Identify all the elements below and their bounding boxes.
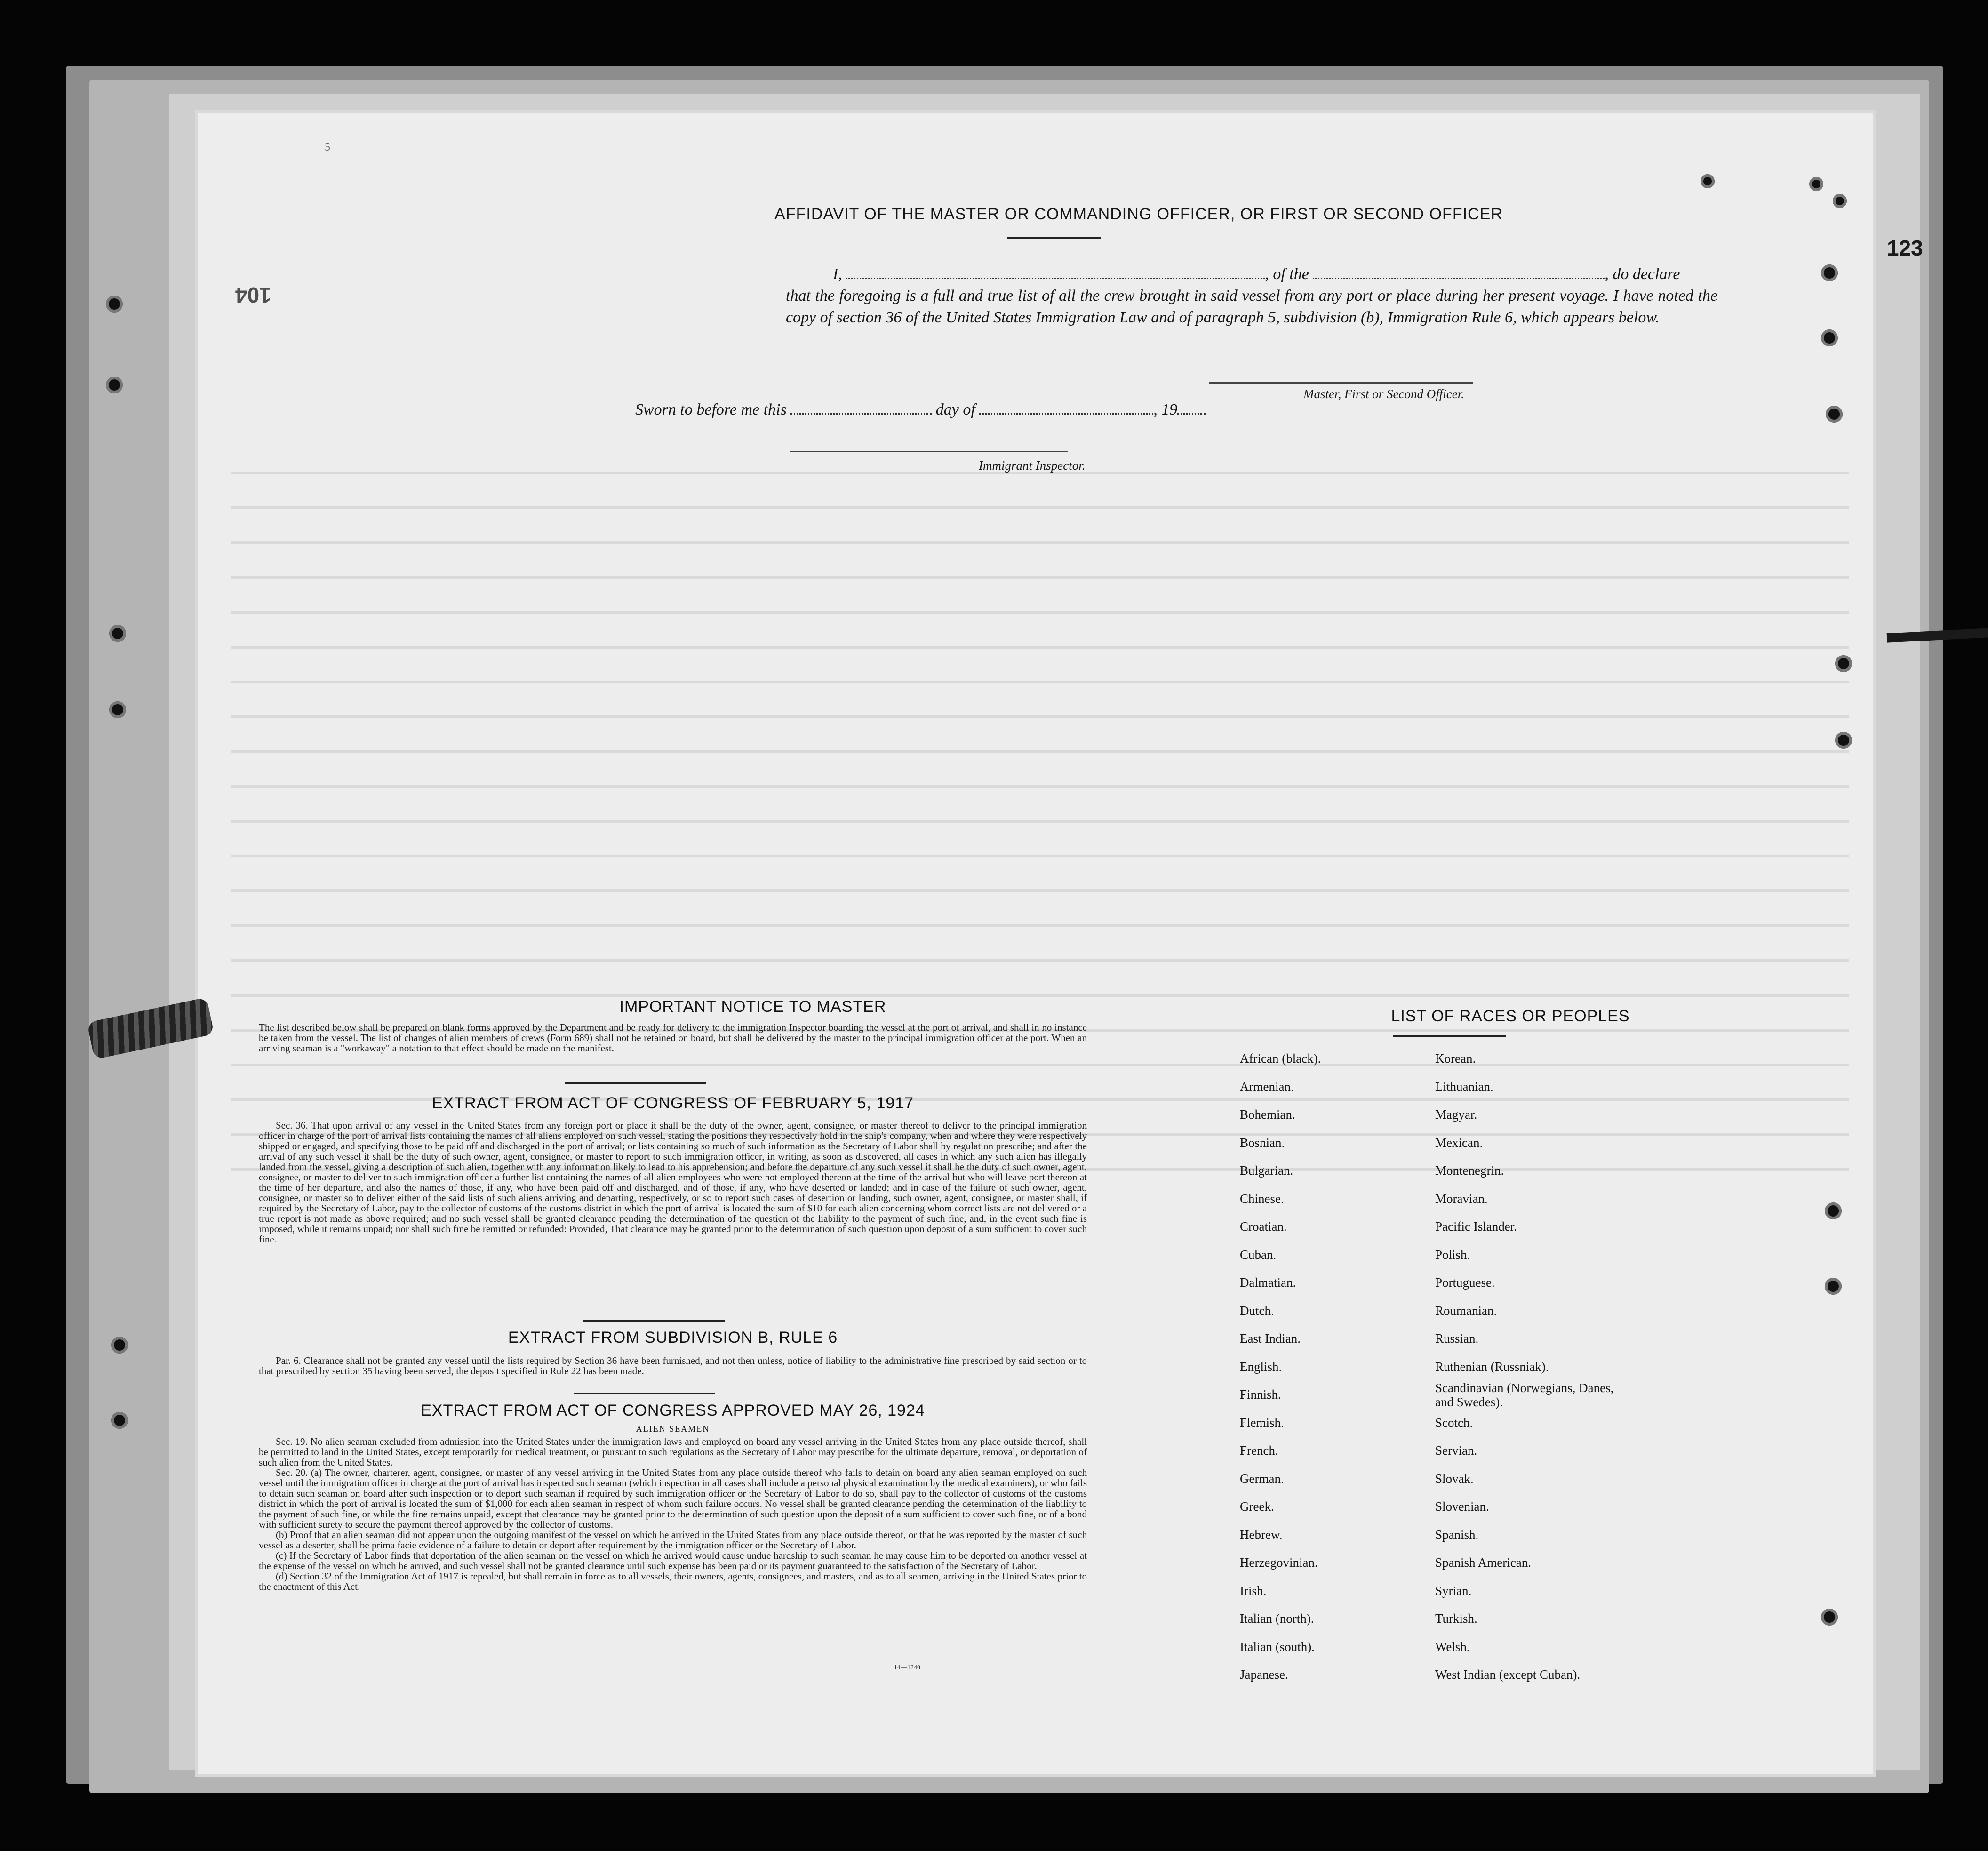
race-item: Dalmatian. xyxy=(1240,1275,1296,1290)
race-item: Korean. xyxy=(1435,1051,1476,1066)
race-item: Italian (north). xyxy=(1240,1611,1314,1626)
stamp-number-right: 123 xyxy=(1887,236,1923,260)
extract-1917-title: EXTRACT FROM ACT OF CONGRESS OF FEBRUARY 5, 1917 xyxy=(431,1094,914,1112)
affidavit-body xyxy=(786,264,1717,329)
punch-hole xyxy=(109,701,126,718)
form-code: 14—1240 xyxy=(894,1664,920,1671)
race-item: Bosnian. xyxy=(1240,1135,1285,1150)
punch-hole xyxy=(1821,1609,1838,1626)
race-item: Lithuanian. xyxy=(1435,1079,1493,1094)
race-item: Flemish. xyxy=(1240,1415,1284,1430)
race-item: Greek. xyxy=(1240,1499,1274,1514)
title-rule xyxy=(1007,237,1101,239)
race-item: Scotch. xyxy=(1435,1415,1473,1430)
vessel-name-field[interactable] xyxy=(1313,265,1605,279)
stamp-number-left: 104 xyxy=(235,283,271,307)
race-item: Armenian. xyxy=(1240,1079,1294,1094)
punch-hole xyxy=(1821,329,1838,346)
race-item: French. xyxy=(1240,1443,1278,1458)
race-item: Portuguese. xyxy=(1435,1275,1495,1290)
race-item: English. xyxy=(1240,1359,1282,1374)
punch-hole xyxy=(1701,174,1715,188)
extract-1924-subtitle: ALIEN SEAMEN xyxy=(636,1424,710,1434)
punch-hole xyxy=(106,296,123,313)
race-item: Russian. xyxy=(1435,1331,1479,1346)
races-left-column xyxy=(1240,1045,1321,1689)
punch-hole xyxy=(1809,177,1823,191)
affidavit-statement: that the foregoing is a full and true list of all the crew brought in said vessel from any port or place during her present voyage. I have noted the copy of section 36 of the United States Immigration Law and of paragraph 5, subdivision (b), Immigration Rule 6, which appears below. xyxy=(786,287,1717,326)
race-item: Spanish American. xyxy=(1435,1555,1531,1570)
race-item: Syrian. xyxy=(1435,1583,1472,1598)
race-item: Japanese. xyxy=(1240,1667,1288,1682)
extract-1924-title: EXTRACT FROM ACT OF CONGRESS APPROVED MAY 26, 1924 xyxy=(421,1402,925,1419)
section-rule xyxy=(574,1393,715,1394)
race-item: Moravian. xyxy=(1435,1191,1488,1206)
signature-line[interactable] xyxy=(1209,382,1473,384)
inspector-label: Immigrant Inspector. xyxy=(979,458,1086,473)
race-item: Hebrew. xyxy=(1240,1527,1283,1542)
punch-hole xyxy=(1821,264,1838,281)
race-item: Slovenian. xyxy=(1435,1499,1489,1514)
race-item: Irish. xyxy=(1240,1583,1267,1598)
race-item: African (black). xyxy=(1240,1051,1321,1066)
punch-hole xyxy=(111,1412,128,1429)
race-item: Dutch. xyxy=(1240,1303,1274,1318)
extract-1917-text: Sec. 36. That upon arrival of any vessel in the United States from any foreign port or place it shall be the duty of the owner, agent, consignee, or master thereof to deliver to the principal immigration officer in charge of the port of arrival lists containing the names of all aliens employed on such vessel, stating the positions they respectively hold in the ship's company, when and where they were respectively shipped or engaged, and specifying those to be paid off and discharged in the port of arrival; or lists containing so much of such information as the Secretary of Labor shall by regulation prescribe; and after the arrival of any such vessel it shall be the duty of such owner, agent, consignee, or master to report to such immigration officer, in writing, as soon as discovered, all cases in which any such alien has illegally landed from the vessel, giving a description of such alien, together with any information likely to lead to his apprehension; and before the departure of any such vessel it shall be the duty of such owner, agent, consignee, or master to deliver to such immigration officer a further list containing the names of all alien employees who were not employed thereon at the time of the arrival but who will leave port thereon at the time of her departure, and also the names of those, if any, who have been paid off and discharged, and of those, if any, who have deserted or landed; and in case of the failure of such owner, agent, consignee, or master so to deliver either of the said lists of such aliens arriving and departing, respectively, or so to report such cases of desertion or landing, such owner, agent, consignee, or master shall, if required by the Secretary of Labor, pay to the collector of customs of the customs district in which the port of arrival is located the sum of $10 for each alien concerning whom correct lists are not delivered or a true report is not made as above required; and no such vessel shall be granted clearance pending the determination of the question of the liability to the payment of such fine, and, in the event such fine is imposed, while it remains unpaid; nor shall such fine be remitted or refunded: Provided, That clearance may be granted prior to the determination of such question upon deposit of a sum sufficient to cover such fine. xyxy=(259,1120,1087,1245)
punch-hole xyxy=(1826,406,1843,423)
race-item: Magyar. xyxy=(1435,1107,1477,1122)
race-item: Croatian. xyxy=(1240,1219,1287,1234)
signature-label: Master, First or Second Officer. xyxy=(1303,387,1464,401)
race-item: Ruthenian (Russniak). xyxy=(1435,1359,1549,1374)
punch-hole xyxy=(1835,655,1852,672)
notice-title: IMPORTANT NOTICE TO MASTER xyxy=(619,998,886,1016)
race-item: Bulgarian. xyxy=(1240,1163,1293,1178)
section-rule xyxy=(1393,1035,1506,1037)
sworn-month-field[interactable] xyxy=(979,401,1153,415)
race-item: Pacific Islander. xyxy=(1435,1219,1517,1234)
section-rule xyxy=(565,1082,706,1084)
race-item: Servian. xyxy=(1435,1443,1477,1458)
extract-rule6-text: Par. 6. Clearance shall not be granted any vessel until the lists required by Section 36 have been furnished, and not then unless, notice of liability to the administrative fine prescribed by said section or to that prescribed by section 35 having been served, the deposit specified in Rule 22 has been made. xyxy=(259,1355,1087,1377)
extract-1924-text: Sec. 19. No alien seaman excluded from admission into the United States under the immigration laws and employed on board any vessel arriving in the United States from any place outside thereof, shall be permitted to land in the United States, except temporarily for medical treatment, or pursuant to such regulations as the Secretary of Labor may prescribe for the ultimate departure, removal, or deportation of such alien from the United States. Sec. 20. (a) The owner, charterer, agent, consignee, or master of any vessel arriving in the United States from any place outside thereof who fails to detain on board any alien seaman employed on such vessel until the immigration officer in charge at the port of arrival has inspected such seaman (which inspection in all cases shall include a personal physical examination by the medical examiners), or who fails to detain such seaman on board after such inspection or to deport such seaman if required by such immigration officer or the Secretary of Labor to do so, shall pay to the collector of customs of the customs district in which the port of arrival is located the sum of $1,000 for each alien seaman in respect of whom such failure occurs. No vessel shall be granted clearance pending the determination of the liability to the payment of such fine, or while the fine remains unpaid, except that clearance may be granted prior to the determination of such question upon the deposit of a sum sufficient to cover such fine, or of a bond with sufficient surety to secure the payment thereof approved by the collector of customs. (b) Proof that an alien seaman did not appear upon the outgoing manifest of the vessel on which he arrived in the United States from any place outside thereof, or that he was reported by the master of such vessel as a deserter, shall be prima facie evidence of a failure to detain or deport after requirement by the immigration officer or the Secretary of Labor. (c) If the Secretary of Labor finds that deportation of the alien seaman on the vessel on which he arrived would cause undue hardship to such seaman he may cause him to be deported on another vessel at the expense of the vessel on which he arrived, and such vessel shall not be granted clearance until such expense has been paid or its payment guaranteed to the satisfaction of the Secretary of Labor. (d) Section 32 of the Immigration Act of 1917 is repealed, but shall remain in force as to all vessels, their owners, agents, consignees, and masters, and as to all seamen, arriving in the United States prior to the enactment of this Act. xyxy=(259,1436,1087,1592)
race-item: Montenegrin. xyxy=(1435,1163,1504,1178)
punch-hole xyxy=(109,625,126,642)
race-item: Scandinavian (Norwegians, Danes, and Swedes). xyxy=(1435,1381,1614,1409)
punch-hole xyxy=(1833,194,1847,208)
officer-name-field[interactable] xyxy=(846,265,1265,279)
race-item: Herzegovinian. xyxy=(1240,1555,1318,1570)
race-item: Cuban. xyxy=(1240,1247,1277,1262)
notice-text: The list described below shall be prepared on blank forms approved by the Department and be ready for delivery to the immigration Inspector boarding the vessel at the port of arrival, and shall in no instance be taken from the vessel. The list of changes of alien members of crews (Form 689) shall not be retained on board, but shall be delivered by the master to the principal immigration officer at the port. When an arriving seaman is a "workaway" a notation to that effect should be made on the manifest. xyxy=(259,1022,1087,1054)
race-item: Roumanian. xyxy=(1435,1303,1497,1318)
manifest-page xyxy=(198,113,1873,1774)
race-item: Chinese. xyxy=(1240,1191,1284,1206)
section-rule xyxy=(583,1320,725,1322)
affidavit-declaration-line: I, , of the , do declare xyxy=(833,265,1680,283)
race-item: Turkish. xyxy=(1435,1611,1477,1626)
inspector-signature-line[interactable] xyxy=(790,451,1068,452)
punch-hole xyxy=(1825,1202,1842,1219)
race-item: Bohemian. xyxy=(1240,1107,1295,1122)
sworn-line: Sworn to before me this day of , 19 xyxy=(635,401,1206,419)
punch-hole xyxy=(111,1337,128,1354)
races-right-column xyxy=(1435,1045,1633,1689)
race-item: Italian (south). xyxy=(1240,1639,1315,1654)
race-item: German. xyxy=(1240,1471,1284,1486)
punch-hole xyxy=(1835,732,1852,749)
race-item: Mexican. xyxy=(1435,1135,1483,1150)
punch-hole xyxy=(106,377,123,393)
race-item: Welsh. xyxy=(1435,1639,1470,1654)
extract-rule6-title: EXTRACT FROM SUBDIVISION B, RULE 6 xyxy=(508,1329,838,1346)
sworn-day-field[interactable] xyxy=(790,401,932,415)
race-item: East Indian. xyxy=(1240,1331,1301,1346)
race-item: West Indian (except Cuban). xyxy=(1435,1667,1581,1682)
affidavit-title: AFFIDAVIT OF THE MASTER OR COMMANDING OFFICER, OR FIRST OR SECOND OFFICER xyxy=(774,205,1503,223)
race-item: Slovak. xyxy=(1435,1471,1474,1486)
races-title: LIST OF RACES OR PEOPLES xyxy=(1391,1007,1630,1025)
race-item: Finnish. xyxy=(1240,1387,1281,1402)
race-item: Polish. xyxy=(1435,1247,1470,1262)
page-mark: 5 xyxy=(325,141,330,153)
sworn-year-field[interactable] xyxy=(1177,401,1206,415)
punch-hole xyxy=(1825,1278,1842,1295)
race-item: Spanish. xyxy=(1435,1527,1479,1542)
